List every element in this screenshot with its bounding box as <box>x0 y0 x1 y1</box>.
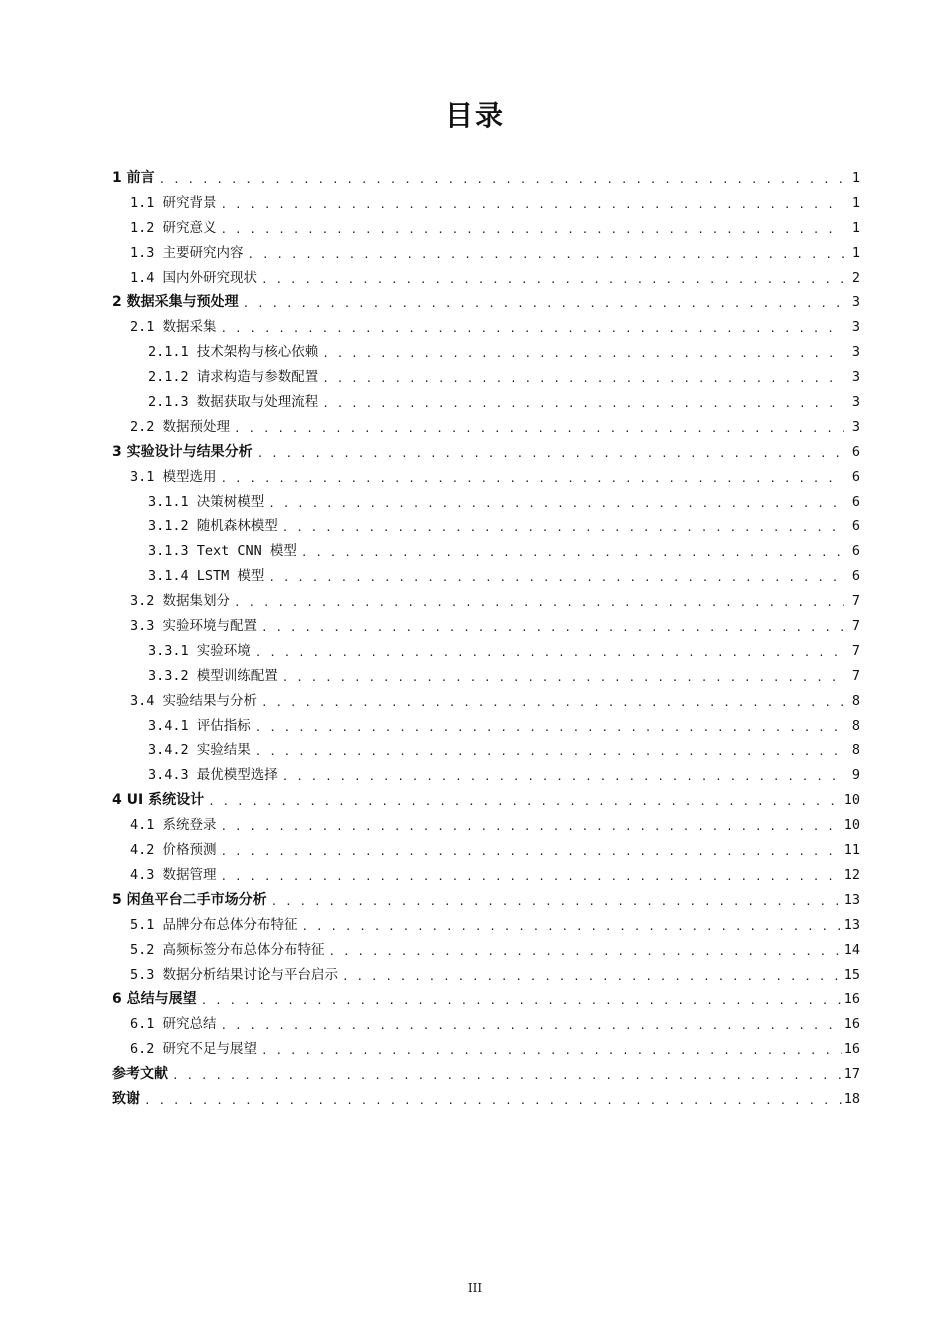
toc-entry-title: 1.1 研究背景 <box>130 194 217 211</box>
toc-entry-title: 4.2 价格预测 <box>130 842 217 859</box>
toc-entry-page: 15 <box>843 966 860 983</box>
toc-entry-title: 3.1.3 Text CNN 模型 <box>148 543 297 560</box>
toc-entry[interactable] <box>112 714 860 739</box>
toc-dot-leader <box>261 614 844 639</box>
toc-dot-leader <box>268 564 844 589</box>
toc-entry[interactable] <box>112 589 860 614</box>
toc-dot-leader <box>342 963 842 988</box>
toc-dot-leader <box>322 390 844 415</box>
toc-dot-leader <box>201 987 842 1012</box>
toc-dot-leader <box>255 714 844 739</box>
toc-entry-title: 2.1 数据采集 <box>130 319 217 336</box>
toc-entry-title: 1.2 研究意义 <box>130 219 217 236</box>
toc-entry-title: 3.4 实验结果与分析 <box>130 692 258 709</box>
toc-entry-title: 5.2 高频标签分布总体分布特征 <box>130 941 325 958</box>
toc-entry-page: 8 <box>851 692 860 709</box>
toc-entry-page: 1 <box>851 170 860 186</box>
toc-dot-leader <box>329 938 842 963</box>
toc-entry-title: 2.1.2 请求构造与参数配置 <box>148 369 319 386</box>
toc-entry-title: 6.1 研究总结 <box>130 1016 217 1033</box>
toc-dot-leader <box>282 763 844 788</box>
toc-entry[interactable] <box>112 166 860 191</box>
toc-entry-page: 3 <box>851 418 860 435</box>
toc-entry-page: 1 <box>851 194 860 211</box>
toc-entry-title: 5.1 品牌分布总体分布特征 <box>130 916 298 933</box>
toc-entry-title: 3.3 实验环境与配置 <box>130 618 258 635</box>
toc-dot-leader <box>322 340 844 365</box>
toc-entry-page: 17 <box>843 1066 860 1083</box>
toc-entry[interactable] <box>112 514 860 539</box>
toc-entry-title: 3.1.1 决策树模型 <box>148 493 265 510</box>
toc-entry-title: 3.4.2 实验结果 <box>148 742 251 759</box>
toc-entry[interactable] <box>112 390 860 415</box>
toc-entry-title: 3.1.4 LSTM 模型 <box>148 568 265 585</box>
toc-entry-title: 2 数据采集与预处理 <box>112 294 239 311</box>
toc-entry[interactable] <box>112 241 860 266</box>
toc-dot-leader <box>322 365 844 390</box>
toc-entry[interactable] <box>112 938 860 963</box>
toc-dot-leader <box>208 788 842 813</box>
toc-entry[interactable] <box>112 490 860 515</box>
toc-dot-leader <box>234 415 844 440</box>
toc-entry[interactable] <box>112 315 860 340</box>
toc-entry-title: 6.2 研究不足与展望 <box>130 1041 258 1058</box>
toc-entry-title: 3.3.1 实验环境 <box>148 642 251 659</box>
toc-entry[interactable] <box>112 266 860 291</box>
toc-entry-page: 6 <box>851 493 860 510</box>
toc-entry-title: 2.2 数据预处理 <box>130 418 231 435</box>
toc-dot-leader <box>221 813 842 838</box>
toc-entry[interactable] <box>112 1062 860 1087</box>
toc-entry-title: 1.4 国内外研究现状 <box>130 269 258 286</box>
toc-entry[interactable] <box>112 1037 860 1062</box>
toc-entry-title: 4.3 数据管理 <box>130 866 217 883</box>
toc-entry-page: 3 <box>851 294 860 311</box>
toc-entry-title: 参考文献 <box>112 1066 168 1083</box>
toc-entry[interactable] <box>112 1012 860 1037</box>
toc-entry[interactable] <box>112 788 860 813</box>
toc-entry-page: 8 <box>851 717 860 734</box>
toc-dot-leader <box>159 166 844 191</box>
toc-entry[interactable] <box>112 838 860 863</box>
toc-entry-page: 16 <box>843 1041 860 1058</box>
toc-entry-page: 7 <box>851 593 860 610</box>
toc-entry[interactable] <box>112 614 860 639</box>
toc-entry-page: 3 <box>851 344 860 361</box>
toc-entry-title: 4.1 系统登录 <box>130 817 217 834</box>
toc-entry[interactable] <box>112 913 860 938</box>
toc-entry-title: 2.1.1 技术架构与核心依赖 <box>148 344 319 361</box>
toc-entry-title: 3 实验设计与结果分析 <box>112 443 253 460</box>
toc-dot-leader <box>302 913 842 938</box>
toc-entry-page: 6 <box>851 443 860 460</box>
toc-entry-title: 3.1 模型选用 <box>130 468 217 485</box>
toc-entry-title: 6 总结与展望 <box>112 991 197 1008</box>
toc-entry-page: 14 <box>843 941 860 958</box>
toc-dot-leader <box>221 1012 842 1037</box>
toc-entry-page: 18 <box>843 1090 860 1107</box>
toc-entry-page: 8 <box>851 742 860 759</box>
toc-dot-leader <box>255 738 844 763</box>
toc-dot-leader <box>261 689 844 714</box>
page-title: 目录 <box>444 99 505 132</box>
toc-entry-page: 13 <box>843 916 860 933</box>
toc-entry-page: 9 <box>851 767 860 784</box>
toc-entry-page: 16 <box>843 991 860 1008</box>
toc-entry[interactable] <box>112 365 860 390</box>
toc-entry[interactable] <box>112 415 860 440</box>
toc-dot-leader <box>172 1062 842 1087</box>
toc-entry-title: 3.4.1 评估指标 <box>148 717 251 734</box>
toc-dot-leader <box>282 514 844 539</box>
toc-entry-page: 6 <box>851 543 860 560</box>
toc-dot-leader <box>257 440 844 465</box>
toc-dot-leader <box>301 539 844 564</box>
toc-entry[interactable] <box>112 1087 860 1112</box>
toc-entry-title: 3.3.2 模型训练配置 <box>148 667 278 684</box>
toc-entry[interactable] <box>112 216 860 241</box>
toc-entry[interactable] <box>112 440 860 465</box>
toc-dot-leader <box>221 191 844 216</box>
toc-dot-leader <box>221 863 842 888</box>
toc-dot-leader <box>261 1037 842 1062</box>
toc-entry[interactable] <box>112 564 860 589</box>
toc-entry[interactable] <box>112 191 860 216</box>
toc-entry-page: 2 <box>851 269 860 286</box>
toc-entry-page: 3 <box>851 369 860 386</box>
toc-entry[interactable] <box>112 888 860 913</box>
toc-entry-title: 4 UI 系统设计 <box>112 792 205 809</box>
toc-entry-page: 6 <box>851 568 860 585</box>
toc-entry-page: 11 <box>843 842 860 859</box>
toc-entry-page: 7 <box>851 667 860 684</box>
toc-entry[interactable] <box>112 689 860 714</box>
table-of-contents <box>112 166 860 1112</box>
toc-dot-leader <box>144 1087 842 1112</box>
toc-entry-title: 1.3 主要研究内容 <box>130 244 244 261</box>
toc-dot-leader <box>221 315 844 340</box>
page-number: III <box>467 1281 483 1295</box>
toc-entry-title: 3.4.3 最优模型选择 <box>148 767 278 784</box>
toc-dot-leader <box>268 490 844 515</box>
toc-entry-title: 1 前言 <box>112 170 155 186</box>
toc-entry-page: 16 <box>843 1016 860 1033</box>
toc-dot-leader <box>271 888 842 913</box>
toc-entry-page: 12 <box>843 866 860 883</box>
toc-dot-leader <box>261 266 844 291</box>
toc-dot-leader <box>255 639 844 664</box>
toc-dot-leader <box>221 465 844 490</box>
toc-entry[interactable] <box>112 963 860 988</box>
toc-dot-leader <box>234 589 844 614</box>
toc-entry[interactable] <box>112 863 860 888</box>
toc-entry[interactable] <box>112 639 860 664</box>
toc-entry[interactable] <box>112 763 860 788</box>
toc-entry-page: 7 <box>851 618 860 635</box>
toc-entry[interactable] <box>112 738 860 763</box>
toc-dot-leader <box>243 290 844 315</box>
toc-entry-page: 13 <box>843 891 860 908</box>
toc-entry-page: 10 <box>843 792 860 809</box>
toc-dot-leader <box>248 241 844 266</box>
toc-entry-page: 10 <box>843 817 860 834</box>
toc-entry-title: 致谢 <box>112 1090 140 1107</box>
toc-entry[interactable] <box>112 664 860 689</box>
toc-dot-leader <box>221 216 844 241</box>
toc-dot-leader <box>282 664 844 689</box>
toc-entry-page: 7 <box>851 642 860 659</box>
toc-entry-page: 1 <box>851 244 860 261</box>
toc-entry-title: 3.1.2 随机森林模型 <box>148 518 278 535</box>
toc-entry-title: 5 闲鱼平台二手市场分析 <box>112 891 267 908</box>
toc-entry-page: 1 <box>851 219 860 236</box>
toc-entry-title: 2.1.3 数据获取与处理流程 <box>148 394 319 411</box>
toc-entry-page: 3 <box>851 319 860 336</box>
toc-entry-title: 5.3 数据分析结果讨论与平台启示 <box>130 966 339 983</box>
toc-entry[interactable] <box>112 465 860 490</box>
toc-entry-page: 6 <box>851 468 860 485</box>
toc-entry[interactable] <box>112 340 860 365</box>
toc-entry[interactable] <box>112 290 860 315</box>
toc-entry-page: 6 <box>851 518 860 535</box>
toc-entry[interactable] <box>112 987 860 1012</box>
toc-dot-leader <box>221 838 842 863</box>
toc-entry[interactable] <box>112 539 860 564</box>
toc-entry-page: 3 <box>851 394 860 411</box>
toc-entry[interactable] <box>112 813 860 838</box>
toc-entry-title: 3.2 数据集划分 <box>130 593 231 610</box>
